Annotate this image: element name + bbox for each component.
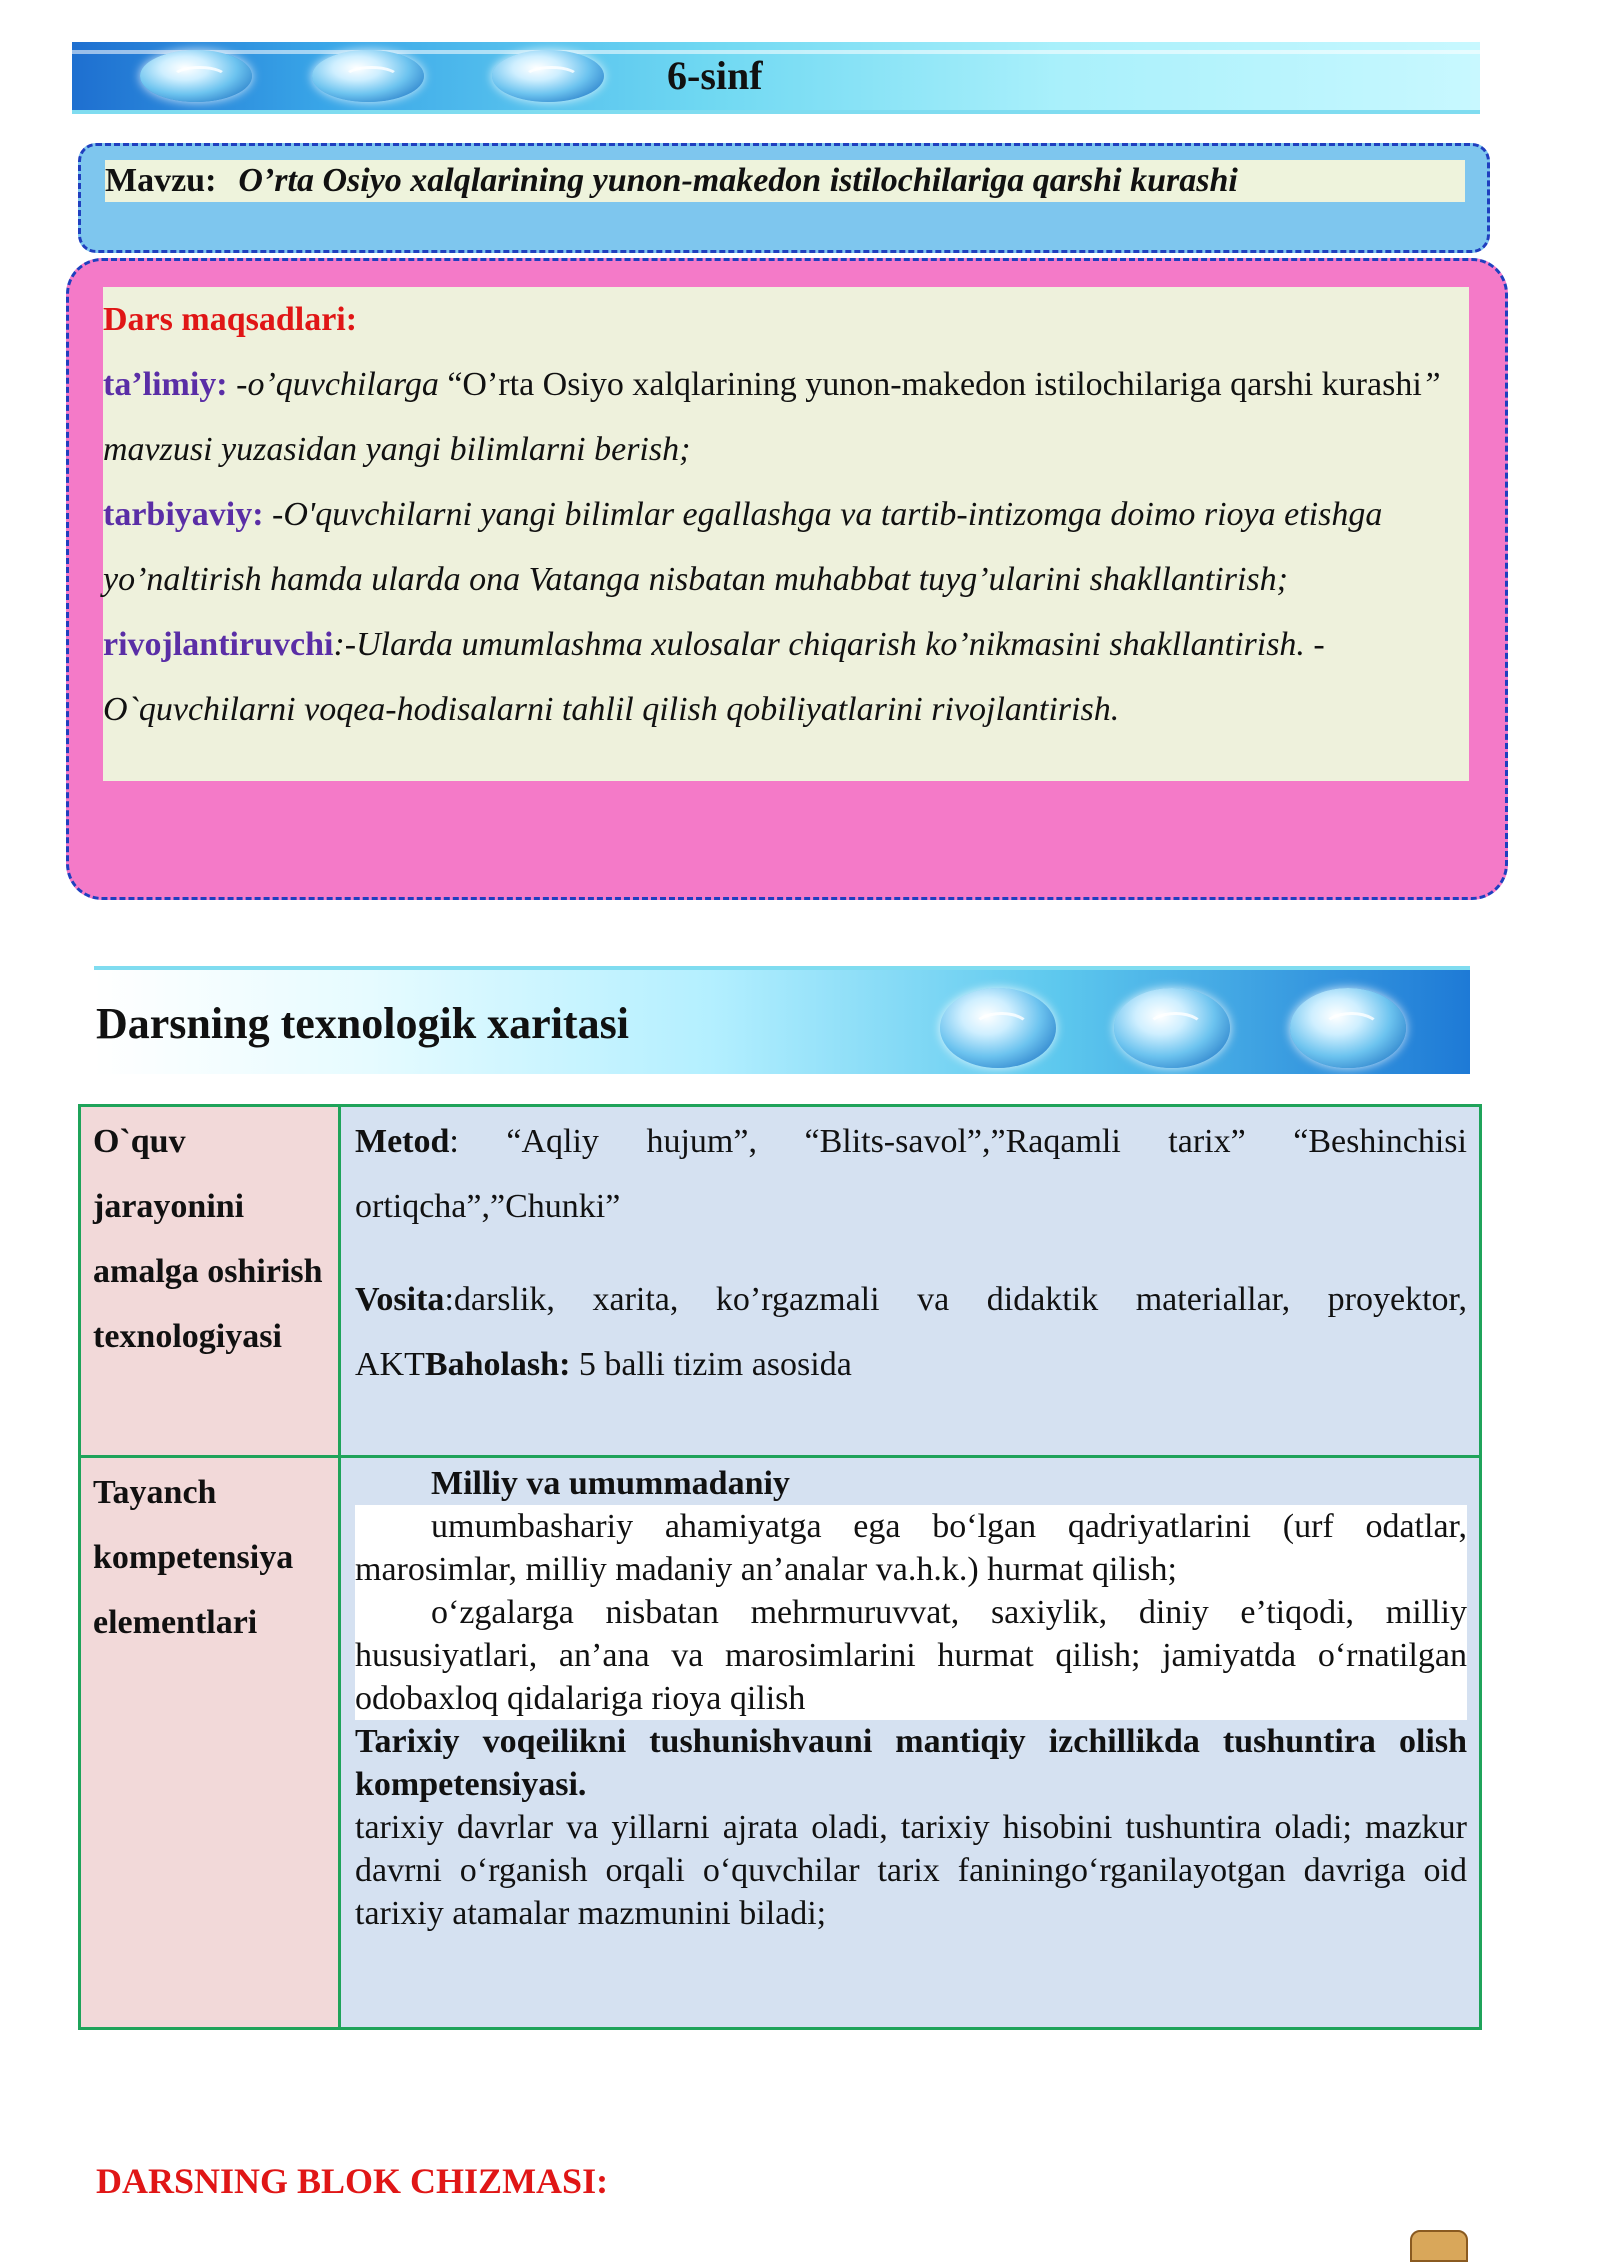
topic-label: Mavzu: xyxy=(105,162,217,199)
tech-map-table xyxy=(78,1104,1482,2030)
competence-para2: o‘zgalarga nisbatan mehrmuruvvat, saxiylik, diniy e’tiqodi, milliy hususiyatlari, an’ana va marosimlarini hurmat qilish; jamiyatda o‘rnatilgan odobaxloq qidalariga rioya qilish xyxy=(355,1594,1467,1717)
globe-icon xyxy=(140,50,252,102)
competence-heading: Milliy va umummadaniy xyxy=(431,1465,790,1502)
method-line xyxy=(355,1107,1467,1239)
upbringing-text: -O'quvchilarni yangi bilimlar egallashga va tartib-intizomga doimo rioya etishga yo’naltirish hamda ularda ona Vatanga nisbatan muhabbat tuyg’ularini shakllantirish; xyxy=(103,496,1383,598)
globe-icon xyxy=(1290,988,1406,1068)
competence-para1: umumbashariy ahamiyatga ega bo‘lgan qadriyatlarini (urf odatlar, marosimlar, milliy madaniy an’analar va.h.k.) hurmat qilish; xyxy=(355,1508,1467,1588)
method-label: Metod xyxy=(355,1123,450,1160)
developmental-label: rivojlantiruvchi xyxy=(103,626,334,663)
educational-text-b: “O’rta Osiyo xalqlarining yunon-makedon istilochilariga qarshi kurashi xyxy=(447,366,1422,403)
topic-box xyxy=(78,143,1490,253)
educational-text-a: -o’quvchilarga xyxy=(227,366,448,403)
goals-content xyxy=(103,287,1469,781)
block-diagram-title: DARSNING BLOK CHIZMASI: xyxy=(96,2161,609,2201)
topic-text: O’rta Osiyo xalqlarining yunon-makedon istilochilariga qarshi kurashi xyxy=(238,162,1238,199)
competence-heading2: Tarixiy voqeilikni tushunishvauni mantiqiy izchillikda tushuntira olish kompetensiyasi. xyxy=(355,1723,1467,1803)
emblem-icon xyxy=(1410,2230,1468,2262)
competence-highlight xyxy=(355,1505,1467,1720)
upbringing-label: tarbiyaviy: xyxy=(103,496,264,533)
educational-label: ta’limiy: xyxy=(103,366,228,403)
tools-label: Vosita xyxy=(355,1281,445,1318)
row2-left-cell xyxy=(81,1455,341,2027)
assessment-text: 5 balli tizim asosida xyxy=(570,1346,852,1383)
row1-right-cell xyxy=(341,1107,1479,1455)
goals-title: Dars maqsadlari: xyxy=(103,301,358,338)
row1-left-cell xyxy=(81,1107,341,1455)
developmental-text: :-Ularda umumlashma xulosalar chiqarish ko’nikmasini shakllantirish. -O`quvchilarni voqea-hodisalarni tahlil qilish qobiliyatlarini rivojlantirish. xyxy=(103,626,1325,728)
assessment-label: Baholash: xyxy=(424,1346,571,1383)
globe-icon xyxy=(940,988,1056,1068)
tech-map-title: Darsning texnologik xaritasi xyxy=(96,999,629,1048)
row2-left-text: Tayanch kompetensiya elementlari xyxy=(93,1474,294,1641)
tools-line xyxy=(355,1265,1467,1397)
method-text: : “Aqliy hujum”, “Blits-savol”,”Raqamli tarix” “Beshinchisi ortiqcha”,”Chunki” xyxy=(355,1123,1467,1225)
globe-icon xyxy=(492,50,604,102)
topic-line xyxy=(105,160,1465,202)
tools-text: :darslik, xarita, ko’rgazmali va didaktik materiallar, proyektor, AKT xyxy=(355,1281,1467,1383)
goals-box xyxy=(66,258,1508,900)
globe-icon xyxy=(1114,988,1230,1068)
banner-stripe xyxy=(72,50,1480,54)
competence-para3: tarixiy davrlar va yillarni ajrata oladi, tarixiy hisobini tushuntira oladi; mazkur davrni o‘rganish orqali o‘quvchilar tarix faniningo‘rganilayotgan davriga oid tarixiy atamalar mazmunini biladi; xyxy=(355,1809,1467,1932)
tech-map-banner xyxy=(94,966,1470,1074)
row2-right-cell xyxy=(341,1455,1479,2027)
globe-icon xyxy=(312,50,424,102)
grade-title: 6-sinf xyxy=(667,53,763,98)
educational-text-c: ” mavzusi yuzasidan yangi bilimlarni berish; xyxy=(103,366,1441,468)
header-banner xyxy=(72,42,1480,114)
row1-left-text: O`quv jarayonini amalga oshirish texnologiyasi xyxy=(93,1123,323,1355)
